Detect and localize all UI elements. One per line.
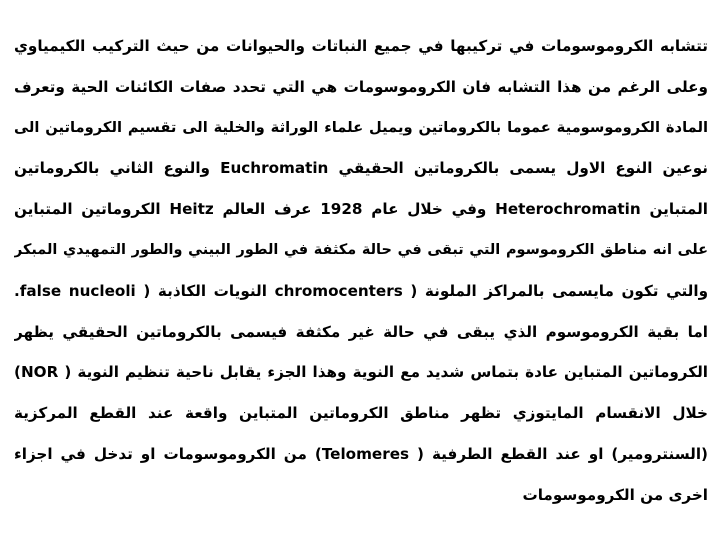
paragraph-line-11: (السنترومير) او عند القطع الطرفية ( Telomeres) من الكروموسومات او تدخل في اجزاء: [14, 444, 708, 463]
paragraph-line-3: المادة الكروموسومية عموما بالكروماتين ويميل علماء الوراثة والخلية الى تقسيم الكروماتين الى: [14, 118, 708, 136]
paragraph-line-4: نوعين النوع الاول يسمى بالكروماتين الحقيقي Euchromatin والنوع الثاني بالكروماتين: [14, 159, 708, 178]
paragraph-line-2: وعلى الرغم من هذا التشابه فان الكروموسومات هي التي تحدد صفات الكائنات الحية وتعرف: [14, 77, 708, 96]
paragraph-line-8: اما بقية الكروموسوم الذي يبقى في حالة غير مكثفة فيسمى بالكروماتين الحقيقي يظهر: [14, 322, 708, 341]
paragraph: [14, 26, 708, 516]
paragraph-line-5: المتباين Heterochromatin وفي خلال عام 1928 عرف العالم Heitz الكروماتين المتباين: [14, 200, 708, 219]
paragraph-line-7: والتي تكون مايسمى بالمراكز الملونة ( chromocenters النويات الكاذبة ( false nucleoli.: [14, 281, 708, 300]
paragraph-line-9: الكروماتين المتباين عادة بتماس شديد مع النوية وهذا الجزء يقابل ناحية تنظيم النوية ( NOR): [14, 363, 708, 382]
paragraph-line-12: اخرى من الكروموسومات: [522, 485, 708, 504]
paragraph-line-6: على انه مناطق الكروموسوم التي تبقى في حالة مكثفة في الطور البيني والطور التمهيدي المبكر: [14, 241, 708, 258]
paragraph-line-10: خلال الانقسام المايتوزي تظهر مناطق الكروماتين المتباين واقعة عند القطع المركزية: [14, 404, 708, 423]
paragraph-line-1: تتشابه الكروموسومات في تركيبها في جميع النباتات والحيوانات من حيث التركيب الكيمياوي: [14, 37, 708, 55]
